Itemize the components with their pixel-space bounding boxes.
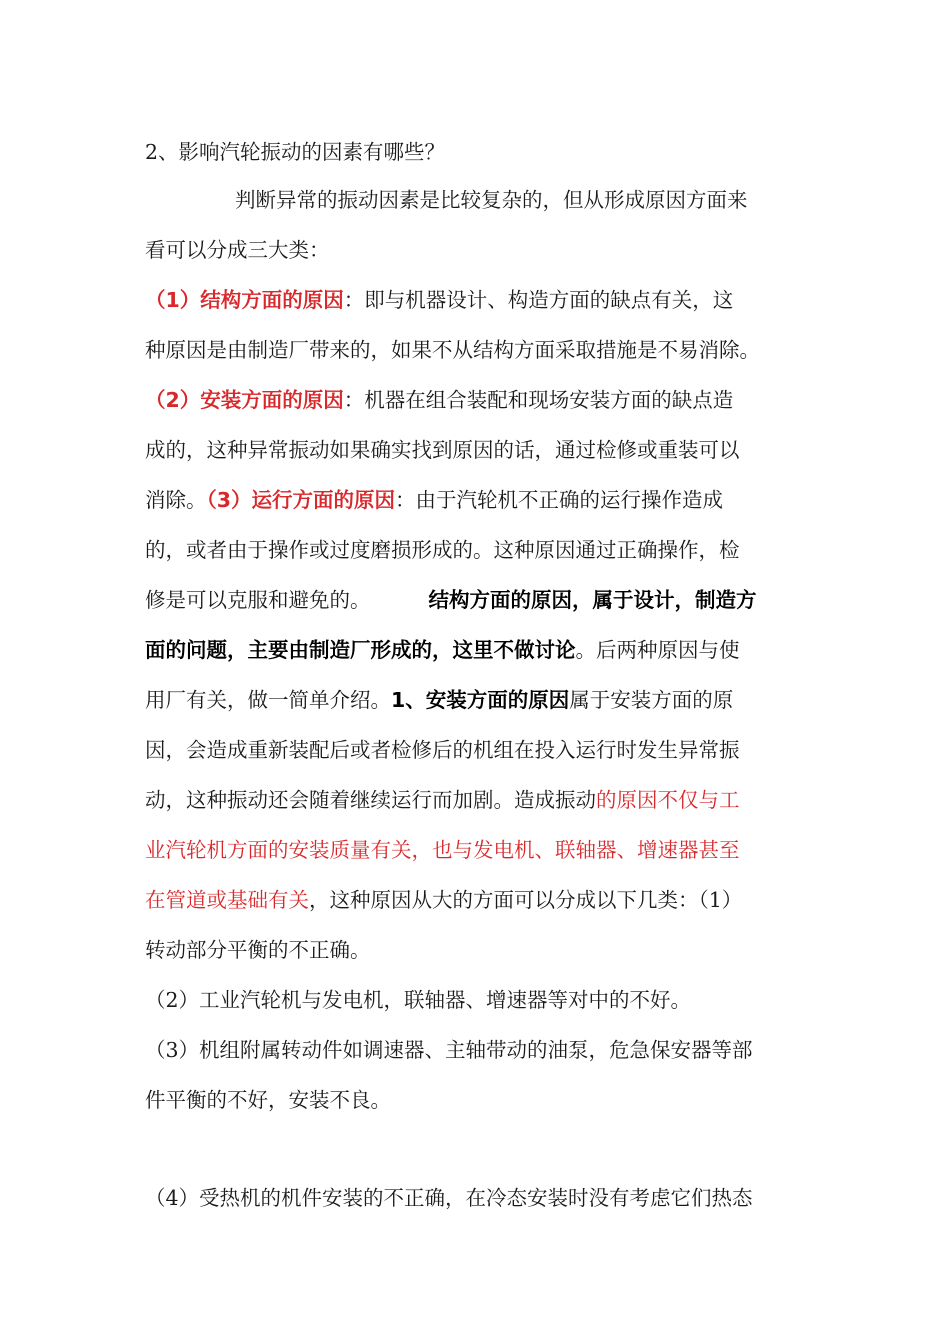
text-run: ：即与机器设计、构造方面的缺点有关，这 — [343, 288, 734, 312]
paragraph-line — [145, 885, 815, 915]
paragraph-line — [145, 235, 815, 265]
bold-statement: 结构方面的原因，属于设计，制造方 — [428, 588, 757, 612]
text-run: 动，这种振动还会随着继续运行而加剧。造成振动 — [145, 788, 596, 812]
text-run: 种原因是由制造厂带来的，如果不从结构方面采取措施是不易消除。 — [145, 338, 760, 362]
paragraph-line — [145, 935, 815, 965]
text-run: 消除。 — [145, 488, 207, 512]
list-item — [145, 1183, 815, 1213]
text-run: 的，或者由于操作或过度磨损形成的。这种原因通过正确操作，检 — [145, 538, 740, 562]
text-run: 用厂有关，做一简单介绍。 — [145, 688, 391, 712]
cause-1-heading: （1）结构方面的原因 — [145, 288, 344, 312]
paragraph-line — [145, 785, 815, 815]
paragraph-line — [145, 335, 815, 365]
paragraph-line — [145, 585, 815, 615]
text-run: （2）工业汽轮机与发电机，联轴器、增速器等对中的不好。 — [145, 988, 692, 1012]
question-heading — [145, 137, 815, 167]
paragraph-line — [145, 435, 815, 465]
paragraph-line — [235, 185, 815, 215]
paragraph-line — [145, 685, 815, 715]
bold-statement: 面的问题，主要由制造厂形成的，这里不做讨论 — [145, 638, 576, 662]
cause-2-heading: （2）安装方面的原因 — [145, 388, 344, 412]
paragraph-line — [145, 1085, 815, 1115]
text-run: 件平衡的不好，安装不良。 — [145, 1088, 391, 1112]
text-run: 。后两种原因与使 — [575, 638, 740, 662]
text-run: 修是可以克服和避免的。 — [145, 588, 371, 612]
highlighted-text: 的原因不仅与工 — [596, 788, 740, 812]
text-run: 属于安装方面的原 — [569, 688, 734, 712]
text-run: 转动部分平衡的不正确。 — [145, 938, 371, 962]
paragraph-line — [145, 535, 815, 565]
paragraph-line — [145, 385, 815, 415]
list-item — [145, 1035, 815, 1065]
text-run: ：由于汽轮机不正确的运行操作造成 — [395, 488, 724, 512]
text-run: （3）机组附属转动件如调速器、主轴带动的油泵，危急保安器等部 — [145, 1038, 753, 1062]
paragraph-line — [145, 635, 815, 665]
text-run: 判断异常的振动因素是比较复杂的，但从形成原因方面来 — [235, 188, 748, 212]
text-run: ：机器在组合装配和现场安装方面的缺点造 — [343, 388, 734, 412]
text-run: 因，会造成重新装配后或者检修后的机组在投入运行时发生异常振 — [145, 738, 740, 762]
paragraph-line — [145, 285, 815, 315]
highlighted-text: 业汽轮机方面的安装质量有关，也与发电机、联轴器、增速器甚至 — [145, 838, 740, 862]
paragraph-line — [145, 485, 815, 515]
text-run: ，这种原因从大的方面可以分成以下几类：（1） — [309, 888, 743, 912]
question-text: 2、影响汽轮振动的因素有哪些？ — [145, 140, 446, 164]
text-run: （4）受热机的机件安装的不正确，在冷态安装时没有考虑它们热态 — [145, 1186, 753, 1210]
section-1-heading: 1、安装方面的原因 — [391, 688, 570, 712]
paragraph-line — [145, 835, 815, 865]
cause-3-heading: （3）运行方面的原因 — [206, 488, 396, 512]
text-run: 看可以分成三大类： — [145, 238, 330, 262]
list-item — [145, 985, 815, 1015]
highlighted-text: 在管道或基础有关 — [145, 888, 309, 912]
paragraph-line — [145, 735, 815, 765]
text-run: 成的，这种异常振动如果确实找到原因的话，通过检修或重装可以 — [145, 438, 740, 462]
